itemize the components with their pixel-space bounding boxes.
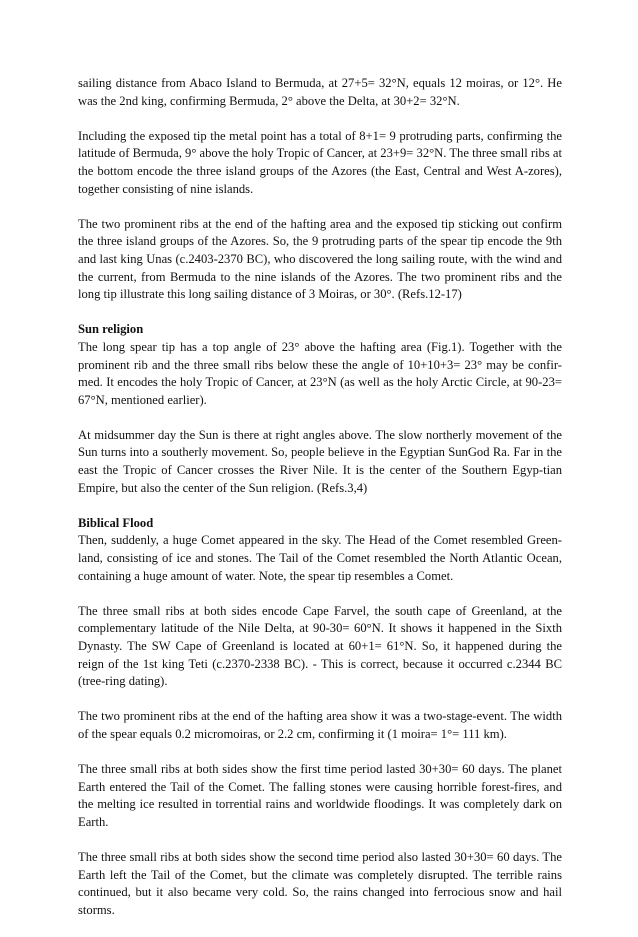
document-page [78,75,562,937]
paragraph-cape-farvel: The three small ribs at both sides encode Cape Farvel, the south cape of Greenland, at the complementary latitude of the Nile Delta, at 90-30= 60°N. It shows it happened in the Sixth Dynasty. The SW Cape of Greenland is located at 60+1= 61°N. So, it happened during the reign of the 1st king Teti (c.2370-2338 BC). - This is correct, because it occurred c.2344 BC (tree-ring dating). [78,603,562,689]
paragraph-second-period: The three small ribs at both sides show the second time period also lasted 30+30= 60 days. The Earth left the Tail of the Comet, but the climate was completely disrupted. The terrible rains continued, but it also became very cold. So, the rains changed into ferrocious snow and hail storms. [78,850,562,917]
section-heading-biblical-flood: Biblical Flood [78,515,154,530]
paragraph-azores-islands: The two prominent ribs at the end of the hafting area and the exposed tip sticking out confirm the three island groups of the Azores. So, the 9 protruding parts of the spear tip encode the 9th and last king Unas (c.2403-2370 BC), who discovered the long sailing route, with the wind and the current, from Bermuda to the nine islands of the Azores. The two prominent ribs and the long tip illustrate this long sailing distance of 3 Moiras, or 30°. (Refs.12-17) [78,216,562,302]
paragraph-sun-angle: The long spear tip has a top angle of 23° above the hafting area (Fig.1). Together with the prominent rib and the three small ribs below these the angle of 10+10+3= 23° may be confir-med. It encodes the holy Tropic of Cancer, at 23°N (as well as the holy Arctic Circle, at 90-23= 67°N, mentioned earlier). [78,339,562,407]
section-heading-sun-religion: Sun religion [78,322,144,337]
paragraph-comet: Then, suddenly, a huge Comet appeared in the sky. The Head of the Comet resembled Green-land, consisting of ice and stones. The Tail of the Comet resembled the North Atlantic Ocean, containing a huge amount of water. Note, the spear tip resembles a Comet. [78,533,562,583]
paragraph-midsummer: At midsummer day the Sun is there at right angles above. The slow northerly movement of the Sun turns into a southerly movement. So, people believe in the Egyptian SunGod Ra. Far in the east the Tropic of Cancer crosses the River Nile. It is the center of the Southern Egyp-tian Empire, but also the center of the Sun religion. (Refs.3,4) [78,427,562,495]
paragraph-protruding-parts: Including the exposed tip the metal point has a total of 8+1= 9 protruding parts, confirming the latitude of Bermuda, 9° above the holy Tropic of Cancer, at 23+9= 32°N. The three small ribs at the bottom encode the three island groups of the Azores (the East, Central and West A-zores), together consisting of nine islands. [78,128,562,196]
paragraph-bermuda-distance: sailing distance from Abaco Island to Bermuda, at 27+5= 32°N, equals 12 moiras, or 12°. He was the 2nd king, confirming Bermuda, 2° above the Delta, at 30+2= 32°N. [78,76,562,108]
paragraph-first-period: The three small ribs at both sides show the first time period lasted 30+30= 60 days. The planet Earth entered the Tail of the Comet. The falling stones were causing horrible forest-fires, and the melting ice resulted in torrential rains and worldwide floodings. It was completely dark on Earth. [78,762,562,829]
paragraph-two-stage-event: The two prominent ribs at the end of the hafting area show it was a two-stage-event. The width of the spear equals 0.2 micromoiras, or 2.2 cm, confirming it (1 moira= 1°= 111 km). [78,709,562,741]
